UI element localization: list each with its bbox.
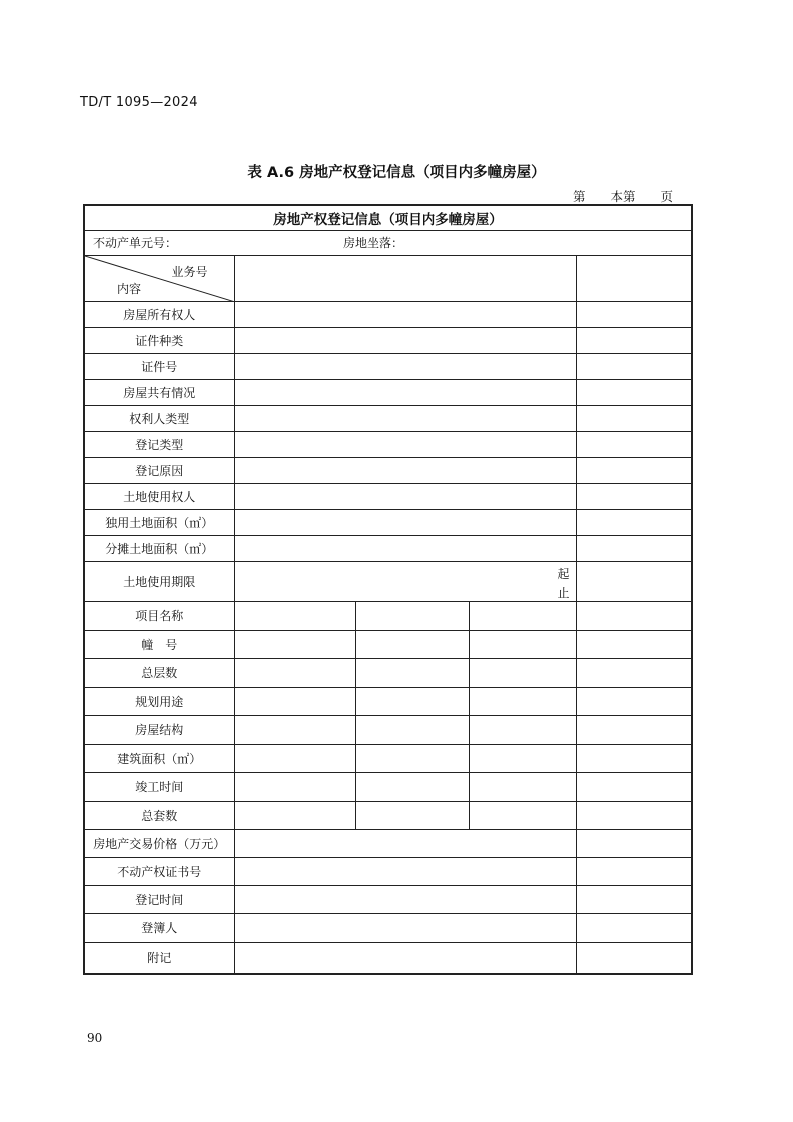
extra-cell [576,885,692,913]
row-label: 权利人类型 [84,405,234,431]
row-label: 独用土地面积（㎡） [84,509,234,535]
value-cell [469,630,576,658]
value-cell [234,405,576,431]
extra-cell [576,431,692,457]
extra-cell [576,715,692,744]
extra-cell [576,483,692,509]
row-label: 证件号 [84,353,234,379]
value-cell [234,744,355,772]
extra-cell [576,405,692,431]
extra-cell [576,379,692,405]
value-cell [234,630,355,658]
page-reference [573,187,673,205]
row-label: 分摊土地面积（㎡） [84,535,234,561]
value-cell [469,744,576,772]
business-number-label: 业务号 [171,264,208,279]
extra-cell [576,630,692,658]
row-label: 登簿人 [84,913,234,942]
business-number-cell [234,255,576,301]
value-cell [234,658,355,687]
value-cell [234,687,355,715]
extra-cell [576,509,692,535]
land-term-cell [234,561,576,601]
row-label: 登记类型 [84,431,234,457]
extra-cell [576,687,692,715]
content-label: 内容 [117,281,142,296]
value-cell [234,353,576,379]
extra-cell [576,801,692,829]
extra-cell [576,658,692,687]
start-label: 起 [557,566,570,581]
value-cell [234,942,576,974]
row-label: 总层数 [84,658,234,687]
value-cell [234,301,576,327]
extra-cell [576,744,692,772]
extra-cell [576,301,692,327]
value-cell [234,509,576,535]
value-cell [234,801,355,829]
extra-cell [576,457,692,483]
value-cell [234,431,576,457]
row-label: 登记原因 [84,457,234,483]
extra-cell [576,561,692,601]
row-label: 附记 [84,942,234,974]
location-label: 房地坐落： [343,236,404,250]
page-ref-volume: 第 本 [573,189,624,204]
table-caption: 表 A.6 房地产权登记信息（项目内多幢房屋） [247,165,546,181]
value-cell [469,772,576,801]
row-label: 总套数 [84,801,234,829]
row-label: 登记时间 [84,885,234,913]
value-cell [355,658,469,687]
value-cell [355,772,469,801]
info-row [84,230,692,255]
extra-cell [576,857,692,885]
extra-cell [576,913,692,942]
registration-table [83,204,693,975]
extra-cell [576,942,692,974]
value-cell [469,687,576,715]
value-cell [234,772,355,801]
row-label: 不动产权证书号 [84,857,234,885]
row-label: 房地产交易价格（万元） [84,829,234,857]
extra-cell [576,535,692,561]
end-label: 止 [557,585,570,600]
business-number-extra-cell [576,255,692,301]
extra-cell [576,829,692,857]
value-cell [469,801,576,829]
value-cell [469,658,576,687]
value-cell [234,857,576,885]
value-cell [355,715,469,744]
value-cell [355,601,469,630]
extra-cell [576,601,692,630]
value-cell [355,630,469,658]
value-cell [234,885,576,913]
value-cell [234,715,355,744]
row-label: 幢 号 [84,630,234,658]
value-cell [355,744,469,772]
row-label: 房屋所有权人 [84,301,234,327]
row-label: 证件种类 [84,327,234,353]
page-ref-page: 第 页 [623,189,674,204]
value-cell [234,327,576,353]
row-label: 房屋共有情况 [84,379,234,405]
value-cell [234,379,576,405]
value-cell [234,601,355,630]
extra-cell [576,772,692,801]
table-title: 房地产权登记信息（项目内多幢房屋） [84,205,692,230]
row-label: 土地使用权人 [84,483,234,509]
extra-cell [576,327,692,353]
diagonal-line [85,256,235,302]
row-label: 规划用途 [84,687,234,715]
value-cell [234,483,576,509]
diagonal-header-cell [84,255,234,301]
value-cell [234,913,576,942]
unit-number-label: 不动产单元号： [93,236,178,250]
standard-code: TD/T 1095—2024 [80,95,198,110]
row-label: 房屋结构 [84,715,234,744]
value-cell [234,829,576,857]
value-cell [234,535,576,561]
extra-cell [576,353,692,379]
value-cell [469,715,576,744]
row-label: 竣工时间 [84,772,234,801]
value-cell [355,801,469,829]
row-label: 项目名称 [84,601,234,630]
land-term-label: 土地使用期限 [84,561,234,601]
value-cell [355,687,469,715]
value-cell [469,601,576,630]
row-label: 建筑面积（㎡） [84,744,234,772]
page-number: 90 [87,1031,103,1045]
value-cell [234,457,576,483]
